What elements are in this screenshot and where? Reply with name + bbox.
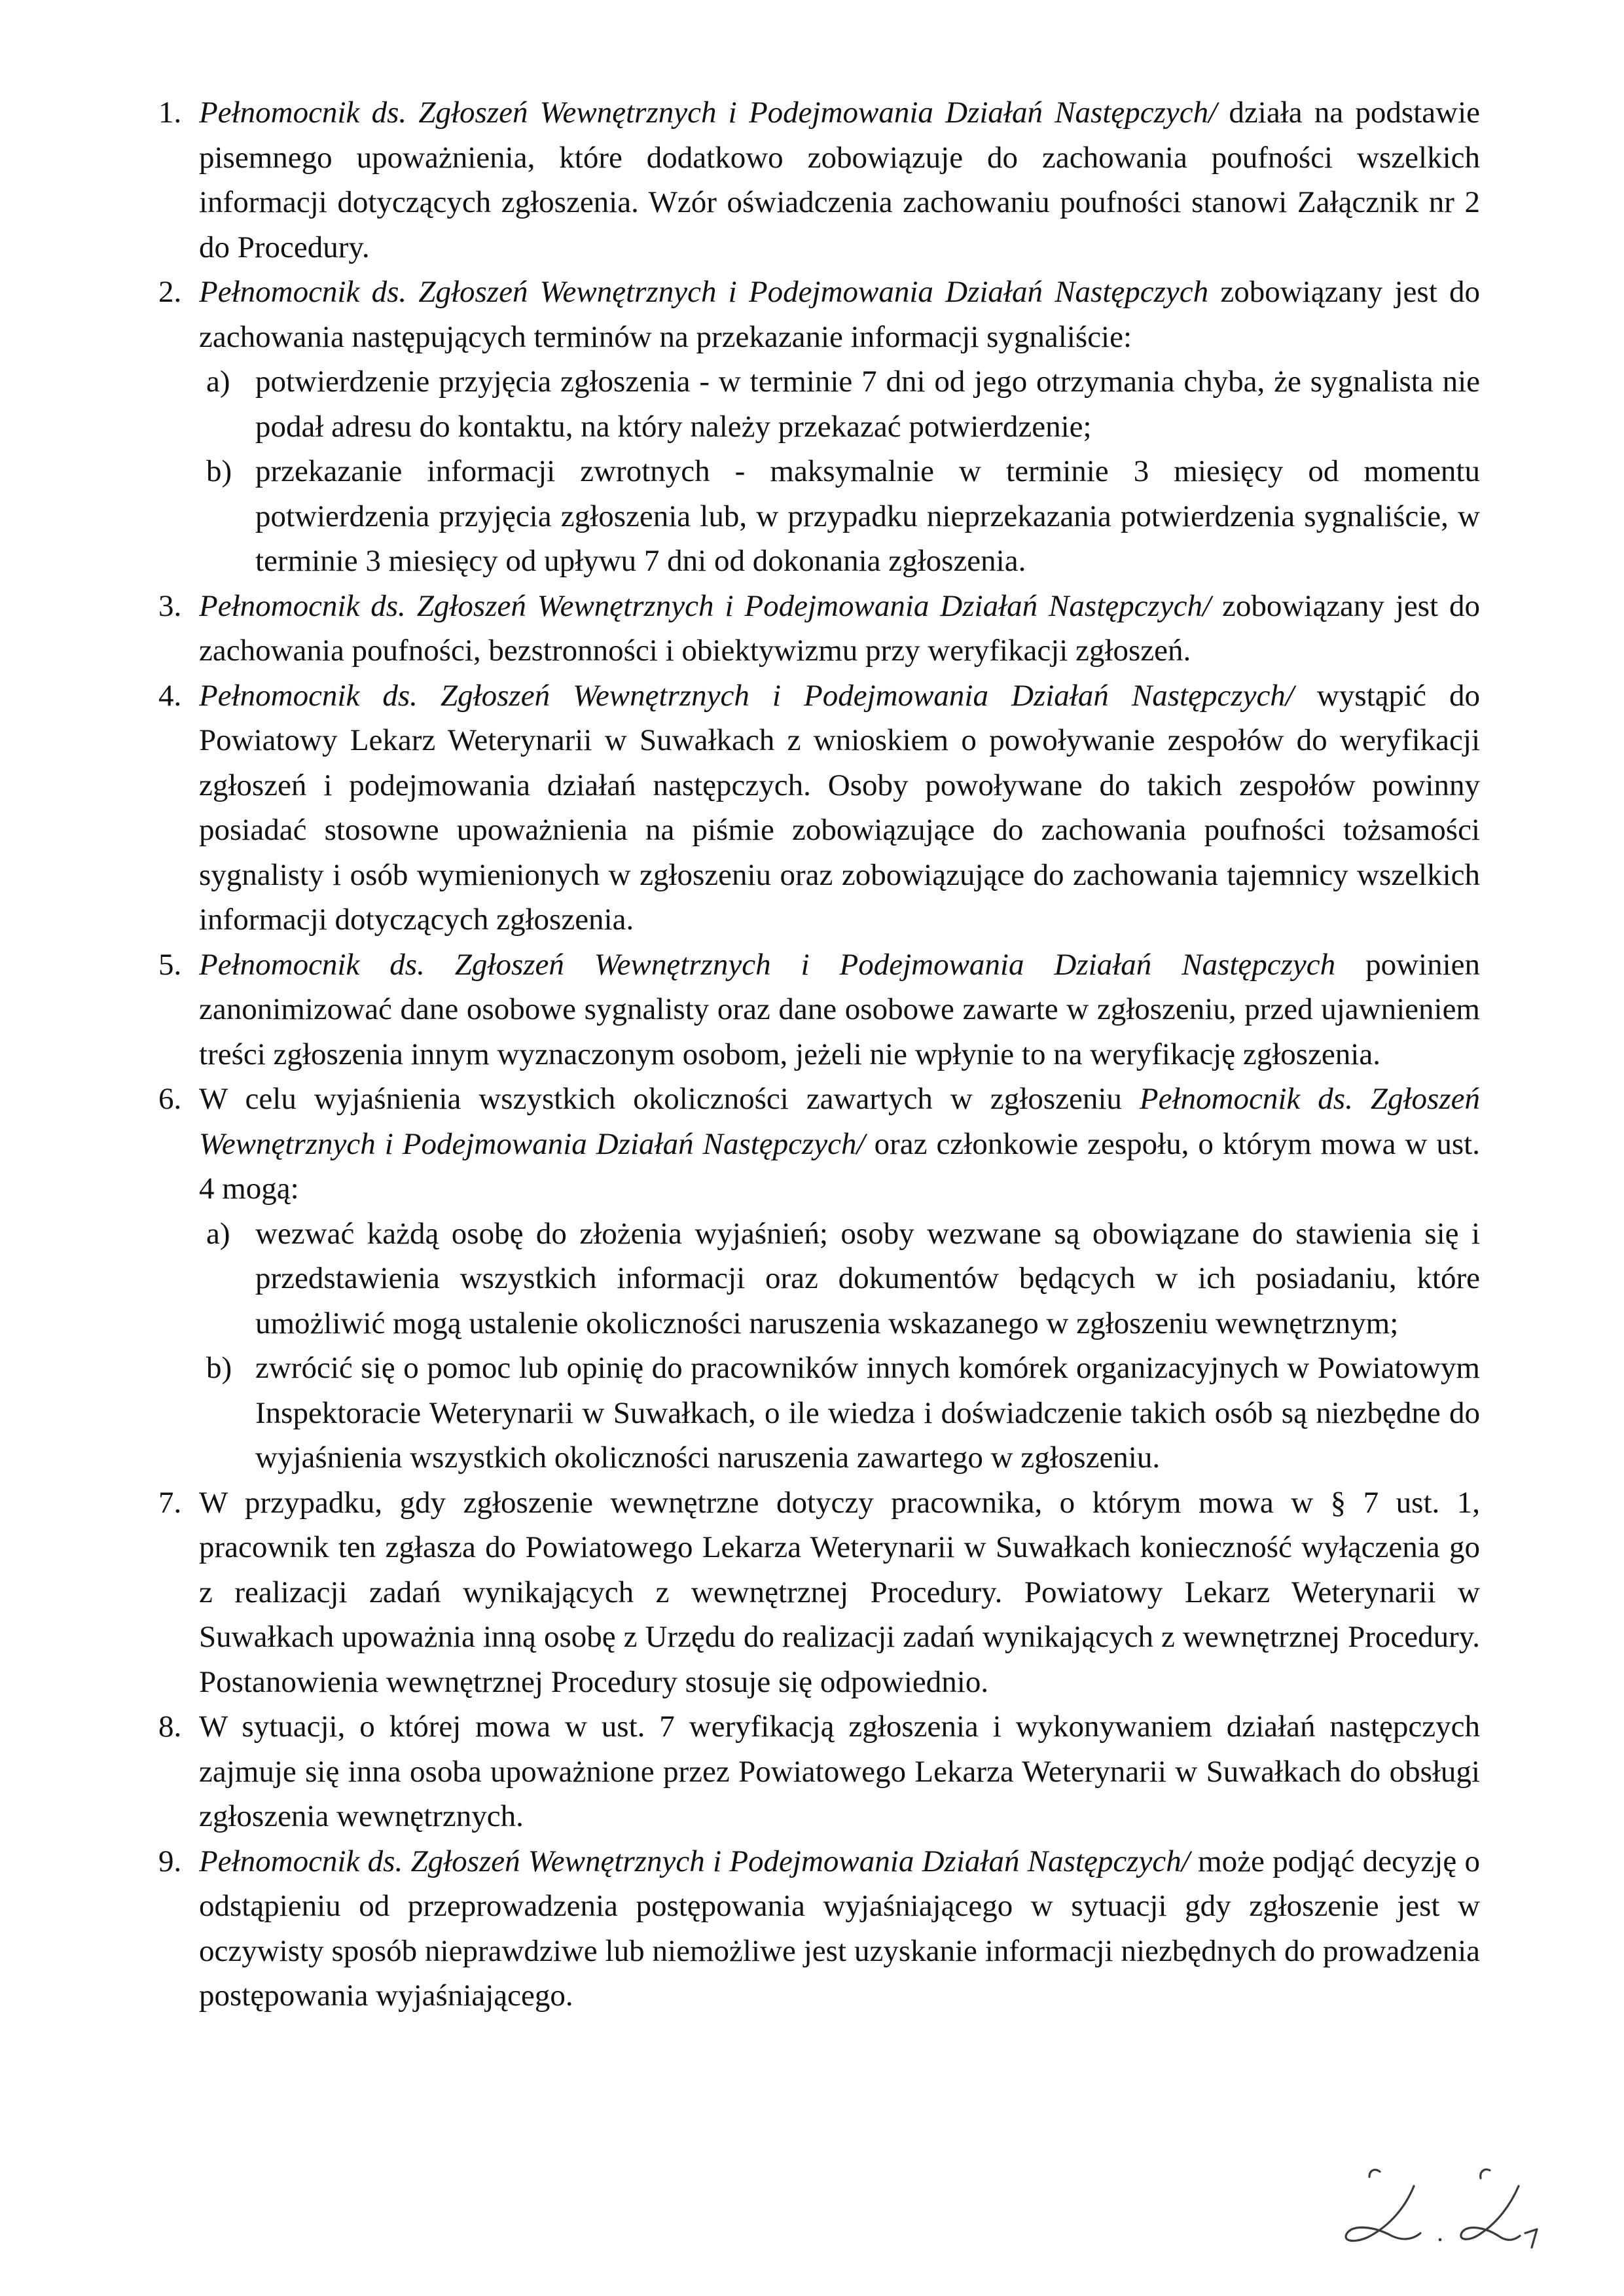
sub-item-text: przekazanie informacji zwrotnych - maksymalnie w terminie 3 miesięcy od momentu potwierdzenia przyjęcia zgłoszenia lub, w przypadku nieprzekazania potwierdzenia sygnaliście, w terminie 3 miesięcy od upływu 7 dni od dokonania zgłoszenia. <box>255 454 1480 578</box>
list-item-1 <box>158 90 1480 270</box>
role-name: Pełnomocnik ds. Zgłoszeń Wewnętrznych i Podejmowania Działań Następczych/ <box>199 96 1218 130</box>
sub-list <box>199 359 1480 584</box>
role-name: Pełnomocnik ds. Zgłoszeń Wewnętrznych i Podejmowania Działań Następczych <box>199 275 1209 309</box>
item-number: 3. <box>158 588 182 623</box>
item-text: oraz członkowie zespołu, o którym mowa w ust. 4 mogą: <box>199 1126 1480 1206</box>
sub-item-letter: b) <box>206 1351 232 1385</box>
procedure-list <box>158 90 1480 2018</box>
item-number: 9. <box>158 1844 182 1878</box>
list-item-8 <box>158 1704 1480 1839</box>
sub-item-b <box>199 449 1480 584</box>
item-number: 2. <box>158 275 182 309</box>
sub-item-b <box>199 1346 1480 1480</box>
sub-item-text: zwrócić się o pomoc lub opinię do pracowników innych komórek organizacyjnych w Powiatowym Inspektoracie Weterynarii w Suwałkach, o ile wiedza i doświadczenie takich osób są niezbędne do wyjaśnienia wszystkich okoliczności naruszenia zawartego w zgłoszeniu. <box>255 1351 1480 1475</box>
handwritten-signature <box>1329 2160 1564 2258</box>
sub-item-letter: a) <box>206 365 230 399</box>
role-name: Pełnomocnik ds. Zgłoszeń Wewnętrznych i Podejmowania Działań Następczych/ <box>199 678 1294 713</box>
role-name: Pełnomocnik ds. Zgłoszeń Wewnętrznych i Podejmowania Działań Następczych/ <box>199 1844 1190 1878</box>
item-number: 8. <box>158 1710 182 1744</box>
item-text: powinien zanonimizować dane osobowe sygnalisty oraz dane osobowe zawarte w zgłoszeniu, przed ujawnieniem treści zgłoszenia innym wyznaczonym osobom, jeżeli nie wpłynie to na weryfikację zgłoszenia. <box>199 947 1480 1071</box>
item-text: działa na podstawie pisemnego upoważnienia, które dodatkowo zobowiązuje do zachowania poufności wszelkich informacji dotyczących zgłoszenia. Wzór oświadczenia zachowaniu poufności stanowi Załącznik nr 2 do Procedury. <box>199 96 1480 264</box>
document-body <box>158 90 1480 2018</box>
sub-item-text: potwierdzenie przyjęcia zgłoszenia - w terminie 7 dni od jego otrzymania chyba, że sygnalista nie podał adresu do kontaktu, na który należy przekazać potwierdzenie; <box>255 365 1480 444</box>
list-item-4 <box>158 673 1480 942</box>
sub-item-letter: b) <box>206 454 232 488</box>
item-text: W sytuacji, o której mowa w ust. 7 weryfikacją zgłoszenia i wykonywaniem działań następczych zajmuje się inna osoba upoważnione przez Powiatowego Lekarza Weterynarii w Suwałkach do obsługi zgłoszenia wewnętrznych. <box>199 1710 1480 1833</box>
item-number: 7. <box>158 1485 182 1520</box>
list-item-3 <box>158 584 1480 673</box>
sub-list <box>199 1211 1480 1480</box>
list-item-6 <box>158 1077 1480 1480</box>
list-item-9 <box>158 1839 1480 2018</box>
item-text: może podjąć decyzję o odstąpieniu od przeprowadzenia postępowania wyjaśniającego w sytuacji gdy zgłoszenie jest w oczywisty sposób nieprawdziwe lub niemożliwe jest uzyskanie informacji niezbędnych do prowadzenia postępowania wyjaśniającego. <box>199 1844 1480 2013</box>
item-number: 1. <box>158 96 182 130</box>
item-text: wystąpić do Powiatowy Lekarz Weterynarii w Suwałkach z wnioskiem o powoływanie zespołów do weryfikacji zgłoszeń i podejmowania działań następczych. Osoby powoływane do takich zespołów powinny posiadać stosowne upoważnienia na piśmie zobowiązujące do zachowania poufności tożsamości sygnalisty i osób wymienionych w zgłoszeniu oraz zobowiązujące do zachowania tajemnicy wszelkich informacji dotyczących zgłoszenia. <box>199 678 1481 937</box>
item-text: zobowiązany jest do zachowania poufności, bezstronności i obiektywizmu przy weryfikacji zgłoszeń. <box>199 588 1481 668</box>
item-text: W przypadku, gdy zgłoszenie wewnętrzne dotyczy pracownika, o którym mowa w § 7 ust. 1, pracownik ten zgłasza do Powiatowego Lekarza Weterynarii w Suwałkach konieczność wyłączenia go z realizacji zadań wynikających z wewnętrznej Procedury. Powiatowy Lekarz Weterynarii w Suwałkach upoważnia inną osobę z Urzędu do realizacji zadań wynikających z wewnętrznej Procedury. Postanowienia wewnętrznej Procedury stosuje się odpowiednio. <box>199 1485 1480 1699</box>
role-name: Pełnomocnik ds. Zgłoszeń Wewnętrznych i Podejmowania Działań Następczych/ <box>199 1082 1481 1161</box>
sub-item-letter: a) <box>206 1216 230 1251</box>
item-text: zobowiązany jest do zachowania następujących terminów na przekazanie informacji sygnaliście: <box>199 275 1480 354</box>
sub-item-a <box>199 1211 1480 1346</box>
sub-item-text: wezwać każdą osobę do złożenia wyjaśnień; osoby wezwane są obowiązane do stawienia się i przedstawienia wszystkich informacji oraz dokumentów będących w ich posiadaniu, które umożliwić mogą ustalenie okoliczności naruszenia wskazanego w zgłoszeniu wewnętrznym; <box>255 1216 1480 1340</box>
item-number: 4. <box>158 678 182 713</box>
list-item-5 <box>158 942 1480 1077</box>
role-name: Pełnomocnik ds. Zgłoszeń Wewnętrznych i Podejmowania Działań Następczych <box>199 947 1336 982</box>
role-name: Pełnomocnik ds. Zgłoszeń Wewnętrznych i Podejmowania Działań Następczych/ <box>199 588 1212 623</box>
list-item-2 <box>158 270 1480 584</box>
item-number: 5. <box>158 947 182 982</box>
item-text-intro: W celu wyjaśnienia wszystkich okoliczności zawartych w zgłoszeniu <box>199 1082 1140 1116</box>
item-number: 6. <box>158 1082 182 1116</box>
list-item-7 <box>158 1480 1480 1705</box>
sub-item-a <box>199 359 1480 449</box>
